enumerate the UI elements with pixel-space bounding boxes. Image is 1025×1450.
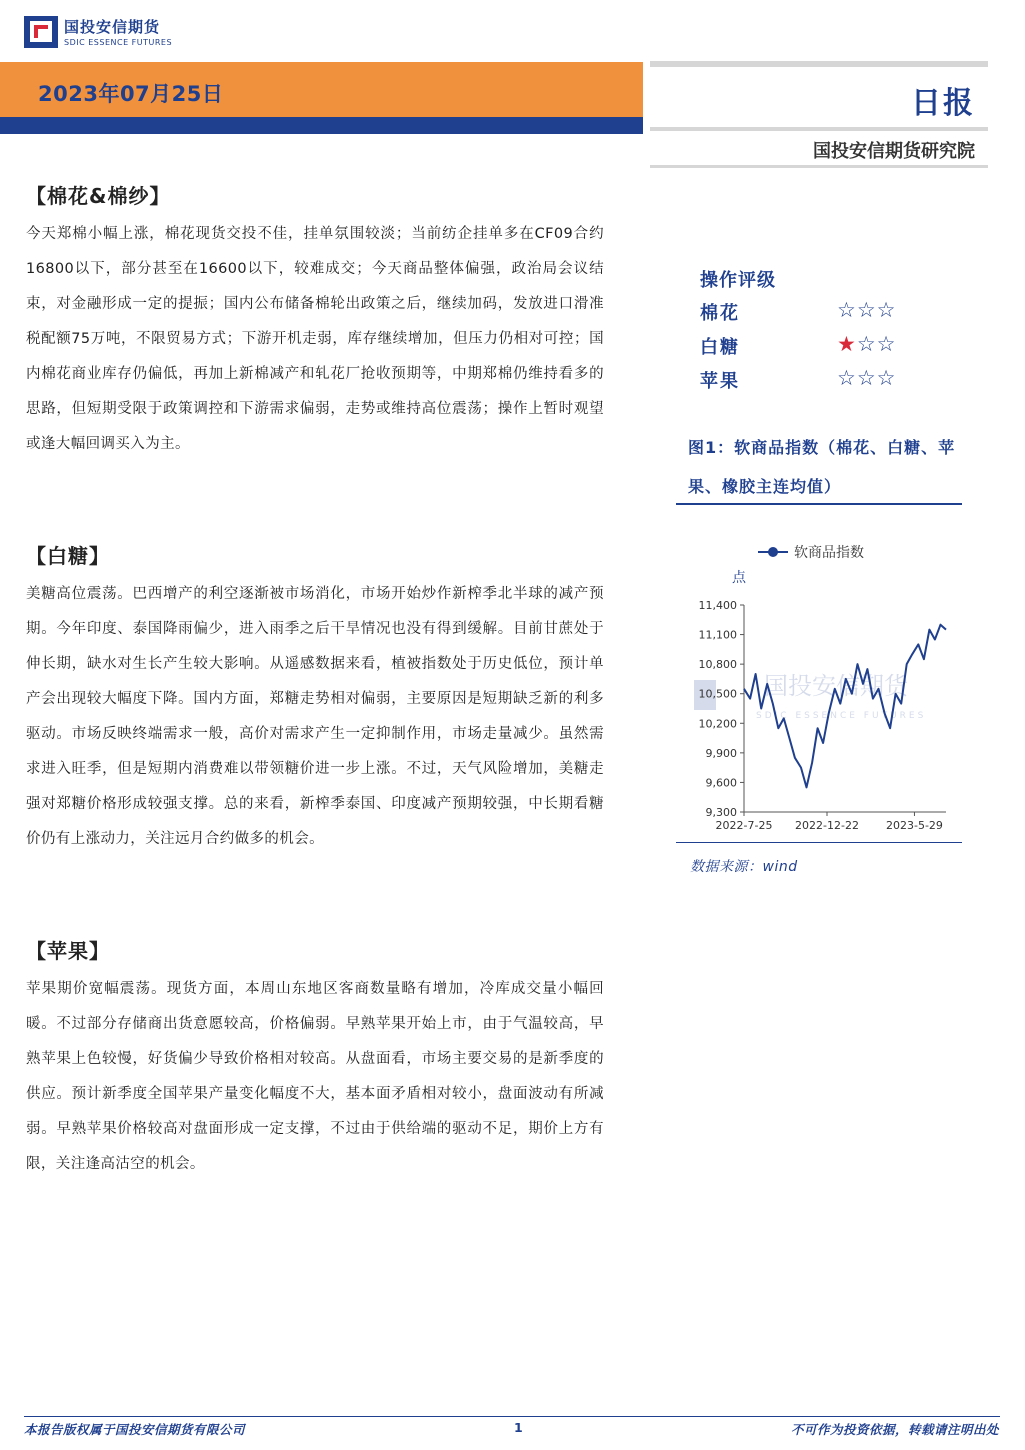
header-blue-band xyxy=(0,117,643,134)
rating-row-apple xyxy=(700,367,920,401)
rating-title: 操作评级 xyxy=(700,270,776,291)
section-body-cotton: 今天郑棉小幅上涨，棉花现货交投不佳，挂单氛围较淡；当前纺企挂单多在CF09合约16800以下，部分甚至在16600以下，较难成交；今天商品整体偏强，政治局会议结束，对金融形成一定的提振；国内公布储备棉轮出政策之后，继续加码，发放进口滑准税配额75万吨，不限贸易方式；下游开机走弱，库存继续增加，但压力仍相对可控；国内棉花商业库存仍偏低，再加上新棉减产和轧花厂抢收预期等，中期郑棉仍维持看多的思路，但短期受限于政策调控和下游需求偏弱，走势或维持高位震荡；操作上暂时观望或逢大幅回调买入为主。 xyxy=(26,226,604,452)
series-line-soft-commodity-index xyxy=(744,625,946,788)
rating-name: 苹果 xyxy=(700,371,740,392)
figure-top-rule xyxy=(676,503,962,505)
watermark-text: 国投安信期货 xyxy=(764,672,908,700)
section-body-sugar: 美糖高位震荡。巴西增产的利空逐渐被市场消化，市场开始炒作新榨季北半球的减产预期。今年印度、泰国降雨偏少，进入雨季之后干旱情况也没有得到缓解。目前甘蔗处于伸长期，缺水对生长产生较大影响。从遥感数据来看，植被指数处于历史低位，预计单产会出现较大幅度下降。国内方面，郑糖走势相对偏弱，主要原因是短期缺乏新的利多驱动。市场反映终端需求一般，高价对需求产生一定抑制作用，市场走量减少。虽然需求进入旺季，但是短期内消费难以带领糖价进一步上涨。不过，天气风险增加，美糖走强对郑糖价格形成较强支撑。总的来看，新榨季泰国、印度减产预期较强，中长期看糖价仍有上涨动力，关注远月合约做多的机会。 xyxy=(26,586,604,847)
footer-rule xyxy=(24,1416,1000,1417)
data-source: 数据来源：wind xyxy=(690,859,798,875)
footer-copyright: 本报告版权属于国投安信期货有限公司 xyxy=(24,1422,246,1437)
rating-stars-icon: ★☆☆ xyxy=(837,332,897,356)
legend-label: 软商品指数 xyxy=(794,545,864,561)
chart-series xyxy=(744,625,946,788)
soft-commodity-index-chart xyxy=(676,530,966,840)
logo-chinese-name: 国投安信期货 xyxy=(64,18,161,36)
y-tick-label: 9,300 xyxy=(705,806,737,819)
section-body-apple: 苹果期价宽幅震荡。现货方面，本周山东地区客商数量略有增加，冷库成交量小幅回暖。不过部分存储商出货意愿较高，价格偏弱。早熟苹果开始上市，由于气温较高，早熟苹果上色较慢，好货偏少导致价格相对较高。从盘面看，市场主要交易的是新季度的供应。预计新季度全国苹果产量变化幅度不大，基本面矛盾相对较小，盘面波动有所减弱。早熟苹果价格较高对盘面形成一定支撑，不过由于供给端的驱动不足，期价上方有限，关注逢高沽空的机会。 xyxy=(26,981,604,1172)
figure-caption: 图1：软商品指数（棉花、白糖、苹果、橡胶主连均值） xyxy=(688,438,956,496)
y-tick-label: 10,500 xyxy=(698,687,737,701)
x-tick-label: 2023-5-29 xyxy=(885,819,943,832)
rating-stars-icon: ☆☆☆ xyxy=(837,366,897,390)
legend-marker xyxy=(768,547,778,557)
operation-rating xyxy=(700,266,920,401)
rating-stars-icon: ☆☆☆ xyxy=(837,298,897,322)
rating-row-cotton xyxy=(700,299,920,333)
x-tick-label: 2022-12-22 xyxy=(795,819,859,832)
figure-bottom-rule xyxy=(676,842,962,843)
report-type: 日报 xyxy=(911,86,975,121)
y-tick-label: 11,100 xyxy=(698,628,737,642)
report-date: 2023年07月25日 xyxy=(38,82,224,106)
y-tick-label: 9,900 xyxy=(705,746,737,760)
logo-mark-icon xyxy=(24,16,58,48)
x-tick-label: 2022-7-25 xyxy=(715,819,773,832)
section-title-apple: 【苹果】 xyxy=(26,939,110,963)
section-title-sugar: 【白糖】 xyxy=(26,544,110,568)
institute-name: 国投安信期货研究院 xyxy=(813,141,975,162)
chart-legend xyxy=(758,544,864,561)
header-divider xyxy=(650,127,988,131)
footer-page-number: 1 xyxy=(514,1420,524,1435)
section-title-cotton: 【棉花&棉纱】 xyxy=(26,184,171,208)
y-tick-label: 11,400 xyxy=(698,599,737,612)
y-tick-label: 9,600 xyxy=(705,776,737,790)
y-tick-label: 10,200 xyxy=(698,717,737,731)
rating-name: 棉花 xyxy=(700,303,740,324)
rating-row-sugar xyxy=(700,333,920,367)
footer-disclaimer: 不可作为投资依据，转载请注明出处 xyxy=(790,1422,999,1437)
watermark-subtext: SDIC ESSENCE FUTURES xyxy=(756,711,927,721)
rating-name: 白糖 xyxy=(700,337,740,358)
header-divider xyxy=(650,61,988,67)
header-divider xyxy=(650,165,988,168)
y-axis-label: 点 xyxy=(732,570,746,586)
company-logo xyxy=(24,14,184,54)
y-tick-label: 10,800 xyxy=(698,658,737,672)
logo-english-name: SDIC ESSENCE FUTURES xyxy=(64,38,173,47)
